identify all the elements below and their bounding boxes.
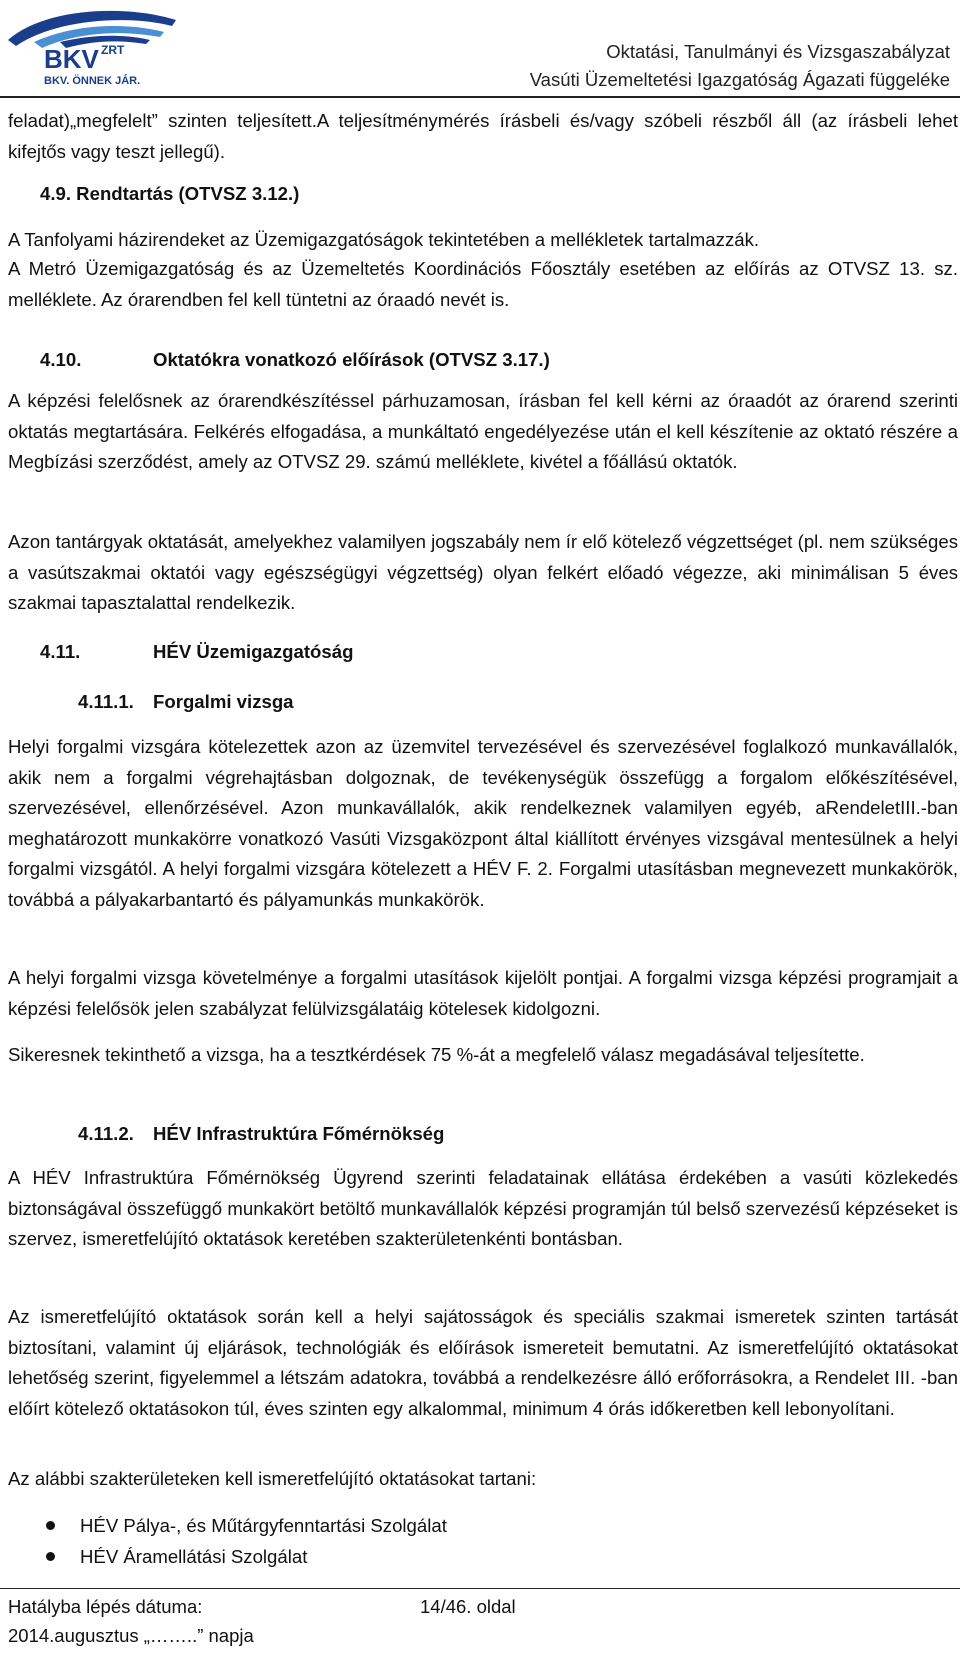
heading-4-9-text: 4.9. Rendtartás (OTVSZ 3.12.) xyxy=(40,183,300,204)
paragraph-6-text: Helyi forgalmi vizsgára kötelezettek azon az üzemvitel tervezésével és szervezésével foglalkozó munkavállalók, akik nem a forgalmi végrehajtásban dolgoznak, de tevékenységük összefügg a forgalom előkészítésével, szervezésével, ellenőrzésével. Azon munkavállalók, akik rendelkeznek valamilyen egyéb, aRendeletIII.-ban meghatározott munkakörre vonatkozó Vasúti Vizsgaközpont által kiállított érvényes vizsgával mentesülnek a helyi forgalmi vizsgától. A helyi forgalmi vizsgára kötelezett a HÉV F. 2. Forgalmi utasításban megnevezett munkakörök, továbbá a pályakarbantartó és pályamunkás munkakörök. xyxy=(8,736,958,910)
heading-4-11-2-number: 4.11.2. xyxy=(78,1123,134,1144)
bkv-logo-graphic xyxy=(4,2,182,90)
paragraph-4-text: A képzési felelősnek az órarendkészítéssel párhuzamosan, írásban fel kell kérni az óraadót az órarend szerinti oktatás megtartására. Felkérés elfogadása, a munkáltató engedélyezése után el kell készítenie az oktató részére a Megbízási szerződést, amely az OTVSZ 29. számú melléklete, kivétel a főállású oktatók. xyxy=(8,390,958,472)
footer-divider xyxy=(0,1588,960,1589)
paragraph-3-text: A Metró Üzemigazgatóság és az Üzemeltetés Koordinációs Főosztály esetében az előírás az OTVSZ 13. sz. melléklete. Az órarendben fel kell tüntetni az óraadó nevét is. xyxy=(8,258,958,310)
footer-date: 2014.augusztus „……..” napja xyxy=(8,1625,254,1646)
list-item xyxy=(8,1510,958,1541)
logo-text: BKV xyxy=(44,44,99,74)
bullet-list xyxy=(8,1510,958,1572)
heading-4-11-title: HÉV Üzemigazgatóság xyxy=(153,641,354,662)
paragraph-11-text: Az alábbi szakterületeken kell ismeretfelújító oktatásokat tartani: xyxy=(8,1468,537,1489)
paragraph-9 xyxy=(8,1163,958,1255)
paragraph-2 xyxy=(8,225,958,256)
heading-4-10-number: 4.10. xyxy=(40,349,82,370)
list-item-text: HÉV Pálya-, és Műtárgyfenntartási Szolgálat xyxy=(80,1515,447,1536)
paragraph-3 xyxy=(8,254,958,315)
header-title xyxy=(530,38,950,94)
paragraph-5-text: Azon tantárgyak oktatását, amelyekhez valamilyen jogszabály nem ír elő kötelező végzettséget (pl. nem szükséges a vasútszakmai oktatói vagy egészségügyi végzettség) olyan felkért előadó végezze, aki minimálisan 5 éves szakmai tapasztalattal rendelkezik. xyxy=(8,531,958,613)
paragraph-8 xyxy=(8,1040,958,1071)
footer-page-number: 14/46. oldal xyxy=(420,1596,516,1617)
header-divider xyxy=(0,96,960,98)
logo-slogan: BKV. ÖNNEK JÁR. xyxy=(44,75,141,87)
list-item-text: HÉV Áramellátási Szolgálat xyxy=(80,1546,308,1567)
paragraph-10 xyxy=(8,1302,958,1424)
heading-4-11-number: 4.11. xyxy=(40,641,81,662)
paragraph-8-text: Sikeresnek tekinthető a vizsga, ha a tesztkérdések 75 %-át a megfelelő válasz megadásával teljesítette. xyxy=(8,1044,865,1065)
paragraph-4 xyxy=(8,386,958,478)
header-title-line1: Oktatási, Tanulmányi és Vizsgaszabályzat xyxy=(606,41,950,62)
paragraph-11 xyxy=(8,1464,958,1495)
bullet-icon xyxy=(46,1521,55,1530)
paragraph-9-text: A HÉV Infrastruktúra Főmérnökség Ügyrend szerinti feladatainak ellátása érdekében a vasúti közlekedés biztonságával összefüggő munkakört betöltő munkavállalók képzési programján túl belső szervezésű képzéseket is szervez, ismeretfelújító oktatások keretében szakterületenkénti bontásban. xyxy=(8,1167,958,1249)
header-title-line2: Vasúti Üzemeltetési Igazgatóság Ágazati függeléke xyxy=(529,69,950,90)
bkv-logo xyxy=(4,2,182,90)
heading-4-11-1-number: 4.11.1. xyxy=(78,691,134,712)
logo-sup: ZRT xyxy=(101,43,125,57)
bullet-icon xyxy=(46,1552,55,1561)
list-item xyxy=(8,1541,958,1572)
heading-4-11-1-title: Forgalmi vizsga xyxy=(153,691,294,712)
heading-4-10-title: Oktatókra vonatkozó előírások (OTVSZ 3.17.) xyxy=(153,349,550,370)
paragraph-7-text: A helyi forgalmi vizsga követelménye a forgalmi utasítások kijelölt pontjai. A forgalmi vizsga képzési programjait a képzési felelősök jelen szabályzat felülvizsgálatáig kötelesek kidolgozni. xyxy=(8,967,958,1019)
paragraph-1-text: feladat)„megfelelt” szinten teljesített.A teljesítménymérés írásbeli és/vagy szóbeli részből áll (az írásbeli lehet kifejtős vagy teszt jellegű). xyxy=(8,110,958,162)
paragraph-2-text: A Tanfolyami házirendeket az Üzemigazgatóságok tekintetében a mellékletek tartalmazzák. xyxy=(8,229,760,250)
footer-label: Hatályba lépés dátuma: xyxy=(8,1596,203,1617)
paragraph-7 xyxy=(8,963,958,1024)
heading-4-9 xyxy=(40,183,960,205)
paragraph-5 xyxy=(8,527,958,619)
paragraph-6 xyxy=(8,732,958,915)
heading-4-11-2-title: HÉV Infrastruktúra Főmérnökség xyxy=(153,1123,445,1144)
paragraph-10-text: Az ismeretfelújító oktatások során kell a helyi sajátosságok és speciális szakmai ismeretek szinten tartását biztosítani, valamint új eljárások, technológiák és előírások ismereteit bemutatni. Az ismeretfelújító oktatásokat lehetőség szerint, figyelemmel a létszám adatokra, továbbá a rendelkezésre álló erőforrásokra, a Rendelet III. -ban előírt kötelező oktatásokon túl, éves szinten egy alkalommal, minimum 4 órás időkeretben kell lebonyolítani. xyxy=(8,1306,958,1419)
paragraph-1 xyxy=(8,106,958,167)
